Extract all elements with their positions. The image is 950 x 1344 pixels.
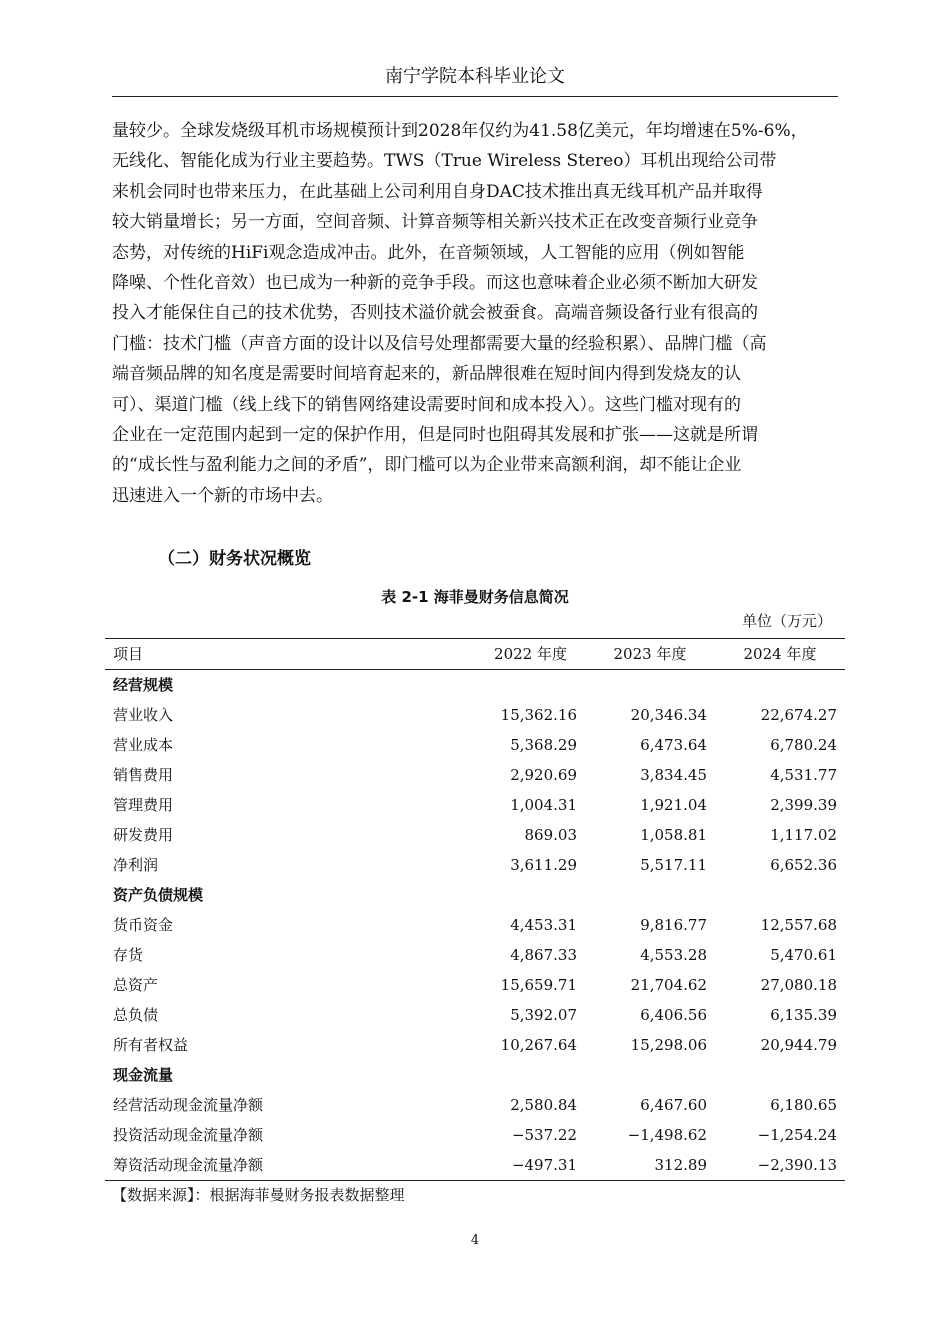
body-line: 的“成长性与盈利能力之间的矛盾”，即门槛可以为企业带来高额利润，却不能让企业 — [112, 455, 742, 476]
cell-2024: 20,944.79 — [760, 1036, 837, 1054]
cell-2022: 2,580.84 — [510, 1096, 577, 1114]
row-label: 净利润 — [113, 856, 159, 874]
cell-2022: 4,867.33 — [510, 946, 577, 964]
row-label: 总负债 — [113, 1006, 159, 1024]
table-row — [105, 700, 845, 730]
cell-2022: 5,392.07 — [510, 1006, 577, 1024]
cell-2022: −497.31 — [395, 1150, 585, 1181]
financial-table — [105, 638, 845, 1181]
body-line: 端音频品牌的知名度是需要时间培育起来的，新品牌很难在短时间内得到发烧友的认 — [112, 364, 741, 385]
cell-2024: −2,390.13 — [715, 1150, 845, 1181]
row-label: 所有者权益 — [113, 1036, 189, 1054]
body-paragraph — [112, 116, 838, 511]
table-caption: 表 2-1 海菲曼财务信息简况 — [381, 588, 569, 606]
header-2022: 2022 年度 — [395, 639, 585, 670]
cell-2023: 9,816.77 — [640, 916, 707, 934]
group-row-balance — [105, 880, 845, 910]
section-title: （二）财务状况概览 — [158, 549, 311, 569]
cell-2022: 2,920.69 — [510, 766, 577, 784]
cell-2022: 4,453.31 — [510, 916, 577, 934]
header-rule — [112, 96, 838, 97]
table-row — [105, 940, 845, 970]
cell-2023: 4,553.28 — [640, 946, 707, 964]
row-label: 经营活动现金流量净额 — [113, 1096, 264, 1114]
cell-2023: 20,346.34 — [630, 706, 707, 724]
cell-2024: 2,399.39 — [770, 796, 837, 814]
cell-2023: 6,473.64 — [640, 736, 707, 754]
table-unit: 单位（万元） — [741, 612, 832, 630]
row-label: 存货 — [113, 946, 144, 964]
body-line: 量较少。全球发烧级耳机市场规模预计到2028年仅约为41.58亿美元，年均增速在5%-6%， — [112, 121, 808, 141]
cell-2023: 5,517.11 — [640, 856, 707, 874]
body-line: 较大销量增长；另一方面，空间音频、计算音频等相关新兴技术正在改变音频行业竞争 — [112, 212, 758, 233]
body-line: 门槛：技术门槛（声音方面的设计以及信号处理都需要大量的经验积累）、品牌门槛（高 — [112, 333, 767, 354]
row-label: 营业收入 — [113, 706, 174, 724]
body-line: 无线化、智能化成为行业主要趋势。TWS（True Wireless Stereo）耳机出现给公司带 — [112, 151, 777, 172]
table-row — [105, 790, 845, 820]
header-2024: 2024 年度 — [715, 639, 845, 670]
cell-2024: 6,180.65 — [770, 1096, 837, 1114]
body-line: 来机会同时也带来压力，在此基础上公司利用自身DAC技术推出真无线耳机产品并取得 — [112, 181, 763, 202]
body-line: 迅速进入一个新的市场中去。 — [112, 485, 333, 506]
table-row — [105, 1090, 845, 1120]
table-row — [105, 760, 845, 790]
cell-2023: 21,704.62 — [630, 976, 707, 994]
table-header-row — [105, 639, 845, 670]
header-2023: 2023 年度 — [585, 639, 715, 670]
group-title: 经营规模 — [113, 676, 174, 694]
cell-2024: 22,674.27 — [760, 706, 837, 724]
cell-2024: 1,117.02 — [770, 826, 837, 844]
cell-2024: 5,470.61 — [770, 946, 837, 964]
group-title: 现金流量 — [113, 1066, 174, 1084]
group-title: 资产负债规模 — [113, 886, 204, 904]
table-row — [105, 1150, 845, 1181]
cell-2023: 15,298.06 — [630, 1036, 707, 1054]
group-row-cashflow — [105, 1060, 845, 1090]
row-label: 销售费用 — [113, 766, 174, 784]
cell-2024: 6,780.24 — [770, 736, 837, 754]
row-label: 总资产 — [113, 976, 159, 994]
table-row — [105, 1120, 845, 1150]
cell-2023: 3,834.45 — [640, 766, 707, 784]
cell-2022: 15,362.16 — [500, 706, 577, 724]
body-line: 投入才能保住自己的技术优势，否则技术溢价就会被蚕食。高端音频设备行业有很高的 — [112, 303, 758, 324]
row-label: 筹资活动现金流量净额 — [105, 1150, 395, 1181]
cell-2023: 312.89 — [585, 1150, 715, 1181]
row-label: 研发费用 — [113, 826, 174, 844]
header-item: 项目 — [105, 639, 395, 670]
cell-2024: −1,254.24 — [757, 1126, 837, 1144]
body-line: 降噪、个性化音效）也已成为一种新的竞争手段。而这也意味着企业必须不断加大研发 — [112, 273, 758, 294]
cell-2024: 4,531.77 — [770, 766, 837, 784]
cell-2022: 3,611.29 — [510, 856, 577, 874]
body-line: 企业在一定范围内起到一定的保护作用，但是同时也阻碍其发展和扩张——这就是所谓 — [112, 425, 758, 446]
table-row — [105, 1000, 845, 1030]
cell-2023: 1,058.81 — [640, 826, 707, 844]
cell-2023: 6,406.56 — [640, 1006, 707, 1024]
cell-2023: 1,921.04 — [640, 796, 707, 814]
table-row — [105, 970, 845, 1000]
table-row — [105, 1030, 845, 1060]
group-row-operations — [105, 670, 845, 701]
running-header: 南宁学院本科毕业论文 — [385, 66, 565, 87]
table-row — [105, 910, 845, 940]
cell-2022: 5,368.29 — [510, 736, 577, 754]
cell-2023: −1,498.62 — [627, 1126, 707, 1144]
cell-2024: 12,557.68 — [760, 916, 837, 934]
cell-2023: 6,467.60 — [640, 1096, 707, 1114]
table-row — [105, 850, 845, 880]
body-line: 可）、渠道门槛（线上线下的销售网络建设需要时间和成本投入）。这些门槛对现有的 — [112, 394, 741, 415]
cell-2022: 869.03 — [524, 826, 577, 844]
table-row — [105, 730, 845, 760]
cell-2024: 27,080.18 — [760, 976, 837, 994]
cell-2022: 1,004.31 — [510, 796, 577, 814]
row-label: 投资活动现金流量净额 — [113, 1126, 264, 1144]
row-label: 管理费用 — [113, 796, 174, 814]
row-label: 营业成本 — [113, 736, 174, 754]
cell-2022: 15,659.71 — [500, 976, 577, 994]
source-note: 【数据来源】：根据海菲曼财务报表数据整理 — [112, 1186, 405, 1204]
cell-2024: 6,652.36 — [770, 856, 837, 874]
page-number: 4 — [470, 1233, 480, 1248]
cell-2024: 6,135.39 — [770, 1006, 837, 1024]
body-line: 态势，对传统的HiFi观念造成冲击。此外，在音频领域，人工智能的应用（例如智能 — [112, 242, 745, 263]
cell-2022: −537.22 — [511, 1126, 577, 1144]
row-label: 货币资金 — [113, 916, 174, 934]
table-row — [105, 820, 845, 850]
cell-2022: 10,267.64 — [500, 1036, 577, 1054]
